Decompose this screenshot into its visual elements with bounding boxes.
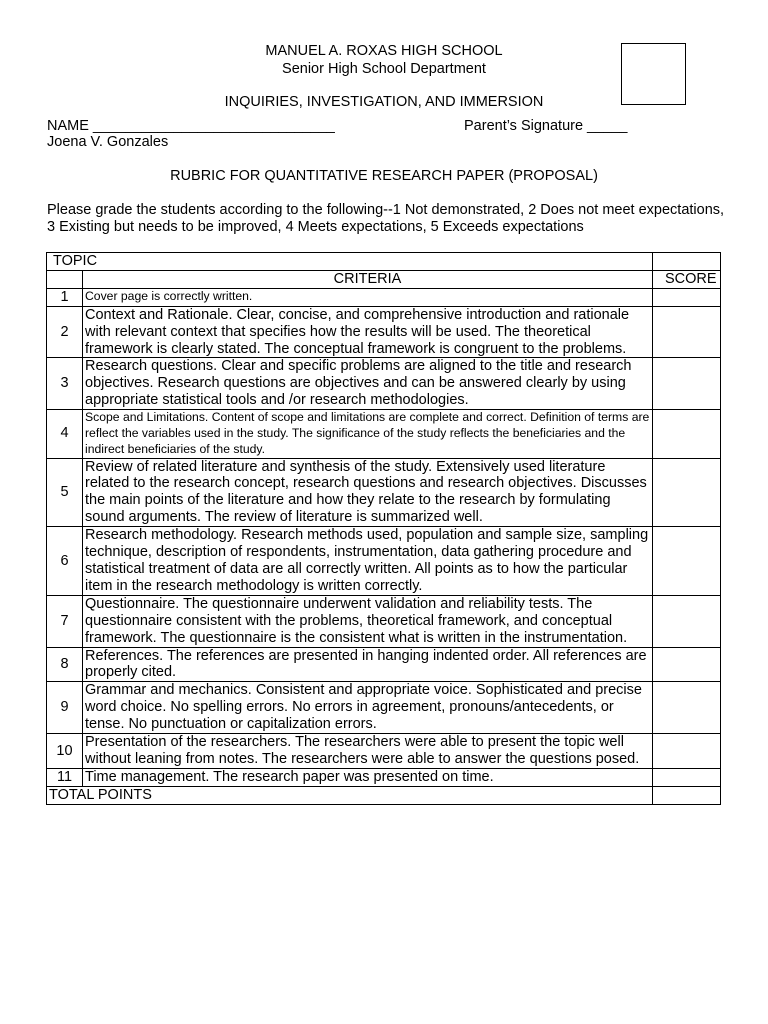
criterion-number: 11 [47, 768, 83, 786]
criterion-number: 10 [47, 734, 83, 769]
score-header: SCORE [653, 270, 721, 288]
score-cell [653, 682, 721, 734]
topic-score-cell [653, 253, 721, 271]
score-cell [653, 410, 721, 458]
criterion-number: 4 [47, 410, 83, 458]
name-field-label: NAME ______________________________ [47, 118, 335, 134]
table-row [47, 734, 721, 769]
header-row [47, 270, 721, 288]
table-row [47, 527, 721, 596]
criterion-description: Context and Rationale. Clear, concise, and comprehensive introduction and rationale with relevant context that specifies how the results will be used. The theoretical framework is clearly stated. The conceptual framework is congruent to the problems. [83, 306, 653, 358]
table-row [47, 410, 721, 458]
criterion-description: Cover page is correctly written. [83, 288, 653, 306]
criterion-description: Scope and Limitations. Content of scope and limitations are complete and correct. Definition of terms are reflect the variables used in the study. The significance of the study reflects the beneficiaries and the indirect beneficiaries of the study. [83, 410, 653, 458]
grading-instructions: Please grade the students according to the following--1 Not demonstrated, 2 Does not meet expectations, 3 Existing but needs to be improved, 4 Meets expectations, 5 Exceeds expectations [47, 202, 725, 235]
score-cell [653, 595, 721, 647]
score-cell [653, 288, 721, 306]
criterion-description: Grammar and mechanics. Consistent and appropriate voice. Sophisticated and precise word choice. No spelling errors. No errors in agreement, pronouns/antecedents, or tense. No punctuation or capitalization errors. [83, 682, 653, 734]
school-name: MANUEL A. ROXAS HIGH SCHOOL [265, 43, 503, 59]
table-row [47, 358, 721, 410]
number-header-cell [47, 270, 83, 288]
total-row [47, 786, 721, 804]
score-cell [653, 306, 721, 358]
criterion-description: Review of related literature and synthesis of the study. Extensively used literature related to the research concept, research questions and research objectives. Discusses the main points of the literature and how they relate to the research by formulating sound arguments. The review of literature is summarized well. [83, 458, 653, 527]
criterion-number: 6 [47, 527, 83, 596]
rubric-table [46, 252, 721, 805]
table-row [47, 595, 721, 647]
criterion-description: Time management. The research paper was presented on time. [83, 768, 653, 786]
table-row [47, 647, 721, 682]
table-row [47, 768, 721, 786]
criterion-description: Questionnaire. The questionnaire underwent validation and reliability tests. The questionnaire consistent with the problems, theoretical framework, and conceptual framework. The questionnaire is the consistent what is written in the instrumentation. [83, 595, 653, 647]
criterion-number: 9 [47, 682, 83, 734]
total-score-cell [653, 786, 721, 804]
criterion-number: 8 [47, 647, 83, 682]
table-row [47, 682, 721, 734]
score-cell [653, 734, 721, 769]
total-points-label: TOTAL POINTS [47, 786, 653, 804]
score-cell [653, 527, 721, 596]
topic-row [47, 253, 721, 271]
subject-title: INQUIRIES, INVESTIGATION, AND IMMERSION [224, 94, 544, 110]
score-cell [653, 768, 721, 786]
criterion-number: 2 [47, 306, 83, 358]
score-box [621, 43, 686, 105]
criterion-description: References. The references are presented in hanging indented order. All references are properly cited. [83, 647, 653, 682]
table-row [47, 458, 721, 527]
score-cell [653, 647, 721, 682]
table-row [47, 306, 721, 358]
rubric-title: RUBRIC FOR QUANTITATIVE RESEARCH PAPER (PROPOSAL) [170, 168, 598, 184]
criterion-number: 7 [47, 595, 83, 647]
criterion-description: Presentation of the researchers. The researchers were able to present the topic well without leaning from notes. The researchers were able to answer the questions posed. [83, 734, 653, 769]
table-row [47, 288, 721, 306]
department-name: Senior High School Department [282, 61, 486, 77]
criterion-number: 5 [47, 458, 83, 527]
criterion-number: 3 [47, 358, 83, 410]
score-cell [653, 458, 721, 527]
parent-signature-label: Parent’s Signature _____ [464, 118, 628, 134]
criterion-number: 1 [47, 288, 83, 306]
criteria-header: CRITERIA [83, 270, 653, 288]
student-name: Joena V. Gonzales [47, 134, 169, 150]
criterion-description: Research questions. Clear and specific problems are aligned to the title and research objectives. Research questions are objectives and can be answered clearly by using appropriate statistical tools and /or research methodologies. [83, 358, 653, 410]
criterion-description: Research methodology. Research methods used, population and sample size, sampling technique, description of respondents, instrumentation, data gathering procedure and statistical treatment of data are all correctly written. All points as to how the particular item in the research methodology is written correctly. [83, 527, 653, 596]
score-cell [653, 358, 721, 410]
topic-label: TOPIC [47, 253, 653, 271]
